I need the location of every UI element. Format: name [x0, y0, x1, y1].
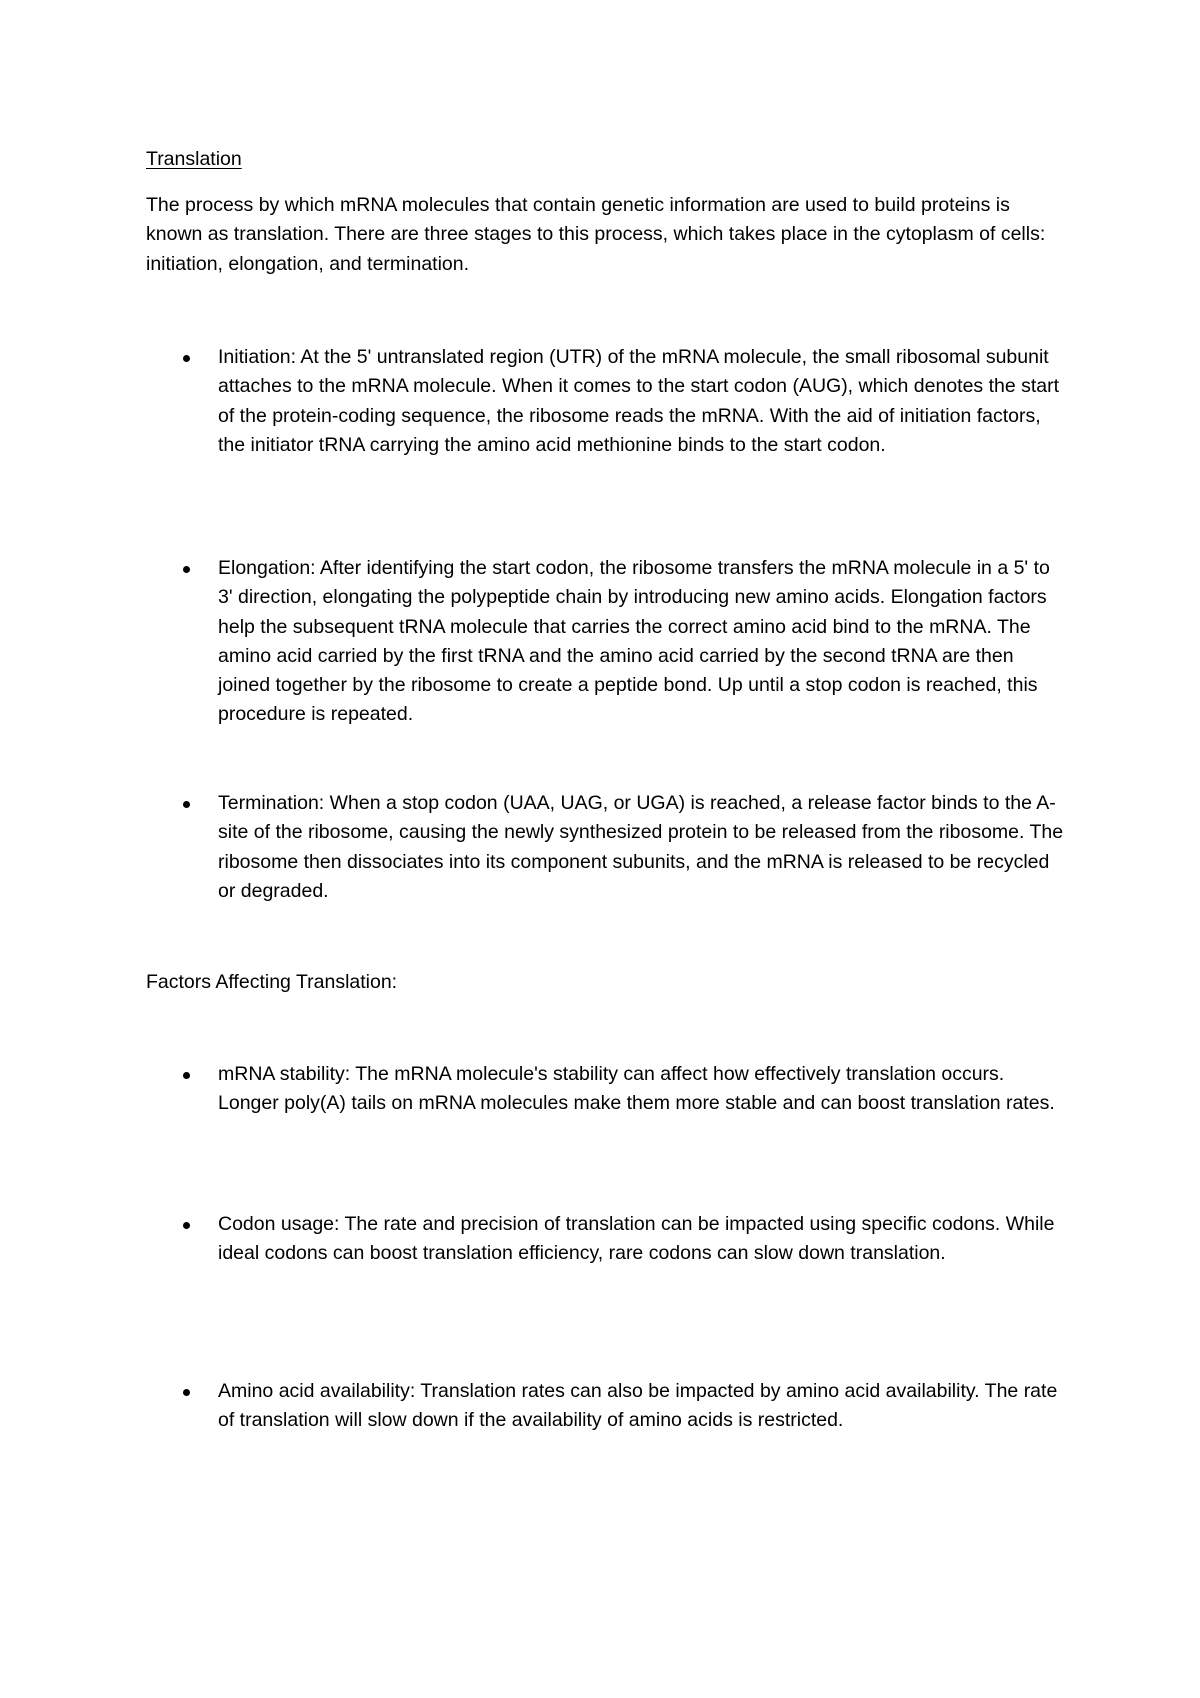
- stage-text: Elongation: After identifying the start codon, the ribosome transfers the mRNA molecule in a 5' to 3' direction, elongating the polypeptide chain by introducing new amino acids. Elongation factors help the subsequent tRNA molecule that carries the correct amino acid bind to the mRNA. The amino acid carried by the first tRNA and the amino acid carried by the second tRNA are then joined together by the ribosome to create a peptide bond. Up until a stop codon is reached, this procedure is repeated.: [218, 557, 1050, 726]
- factor-item-mrna-stability: [146, 1060, 1066, 1119]
- bullet-icon: [183, 566, 190, 573]
- intro-paragraph: The process by which mRNA molecules that contain genetic information are used to build proteins is known as translation. There are three stages to this process, which takes place in the cytoplasm of cells: initiation, elongation, and termination.: [146, 194, 1046, 275]
- stage-list: [146, 554, 1066, 730]
- stage-list: [146, 789, 1066, 906]
- factor-text: Amino acid availability: Translation rates can also be impacted by amino acid availability. The rate of translation will slow down if the availability of amino acids is restricted.: [218, 1380, 1058, 1432]
- factor-item-amino-acid-availability: [146, 1377, 1066, 1436]
- stage-item-initiation: [146, 343, 1066, 460]
- stage-text: Termination: When a stop codon (UAA, UAG, or UGA) is reached, a release factor binds to the A-site of the ribosome, causing the newly synthesized protein to be released from the ribosome. The ribosome then dissociates into its component subunits, and the mRNA is released to be recycled or degraded.: [218, 792, 1064, 902]
- stage-text: Initiation: At the 5' untranslated region (UTR) of the mRNA molecule, the small ribosomal subunit attaches to the mRNA molecule. When it comes to the start codon (AUG), which denotes the start of the protein-coding sequence, the ribosome reads the mRNA. With the aid of initiation factors, the initiator tRNA carrying the amino acid methionine binds to the start codon.: [218, 346, 1060, 456]
- bullet-icon: [183, 1072, 190, 1079]
- stage-list: [146, 343, 1066, 460]
- stage-item-termination: [146, 789, 1066, 906]
- factor-text: mRNA stability: The mRNA molecule's stability can affect how effectively translation occurs. Longer poly(A) tails on mRNA molecules make them more stable and can boost translation rates.: [218, 1063, 1055, 1115]
- factor-text: Codon usage: The rate and precision of translation can be impacted using specific codons. While ideal codons can boost translation efficiency, rare codons can slow down translation.: [218, 1213, 1055, 1265]
- factor-item-codon-usage: [146, 1210, 1066, 1269]
- factor-list: [146, 1210, 1066, 1269]
- bullet-icon: [183, 1389, 190, 1396]
- stage-item-elongation: [146, 554, 1066, 730]
- bullet-icon: [183, 1222, 190, 1229]
- factor-list: [146, 1377, 1066, 1436]
- bullet-icon: [183, 355, 190, 362]
- factor-list: [146, 1060, 1066, 1119]
- bullet-icon: [183, 801, 190, 808]
- factors-heading: Factors Affecting Translation:: [146, 971, 398, 993]
- document-title: Translation: [146, 148, 242, 170]
